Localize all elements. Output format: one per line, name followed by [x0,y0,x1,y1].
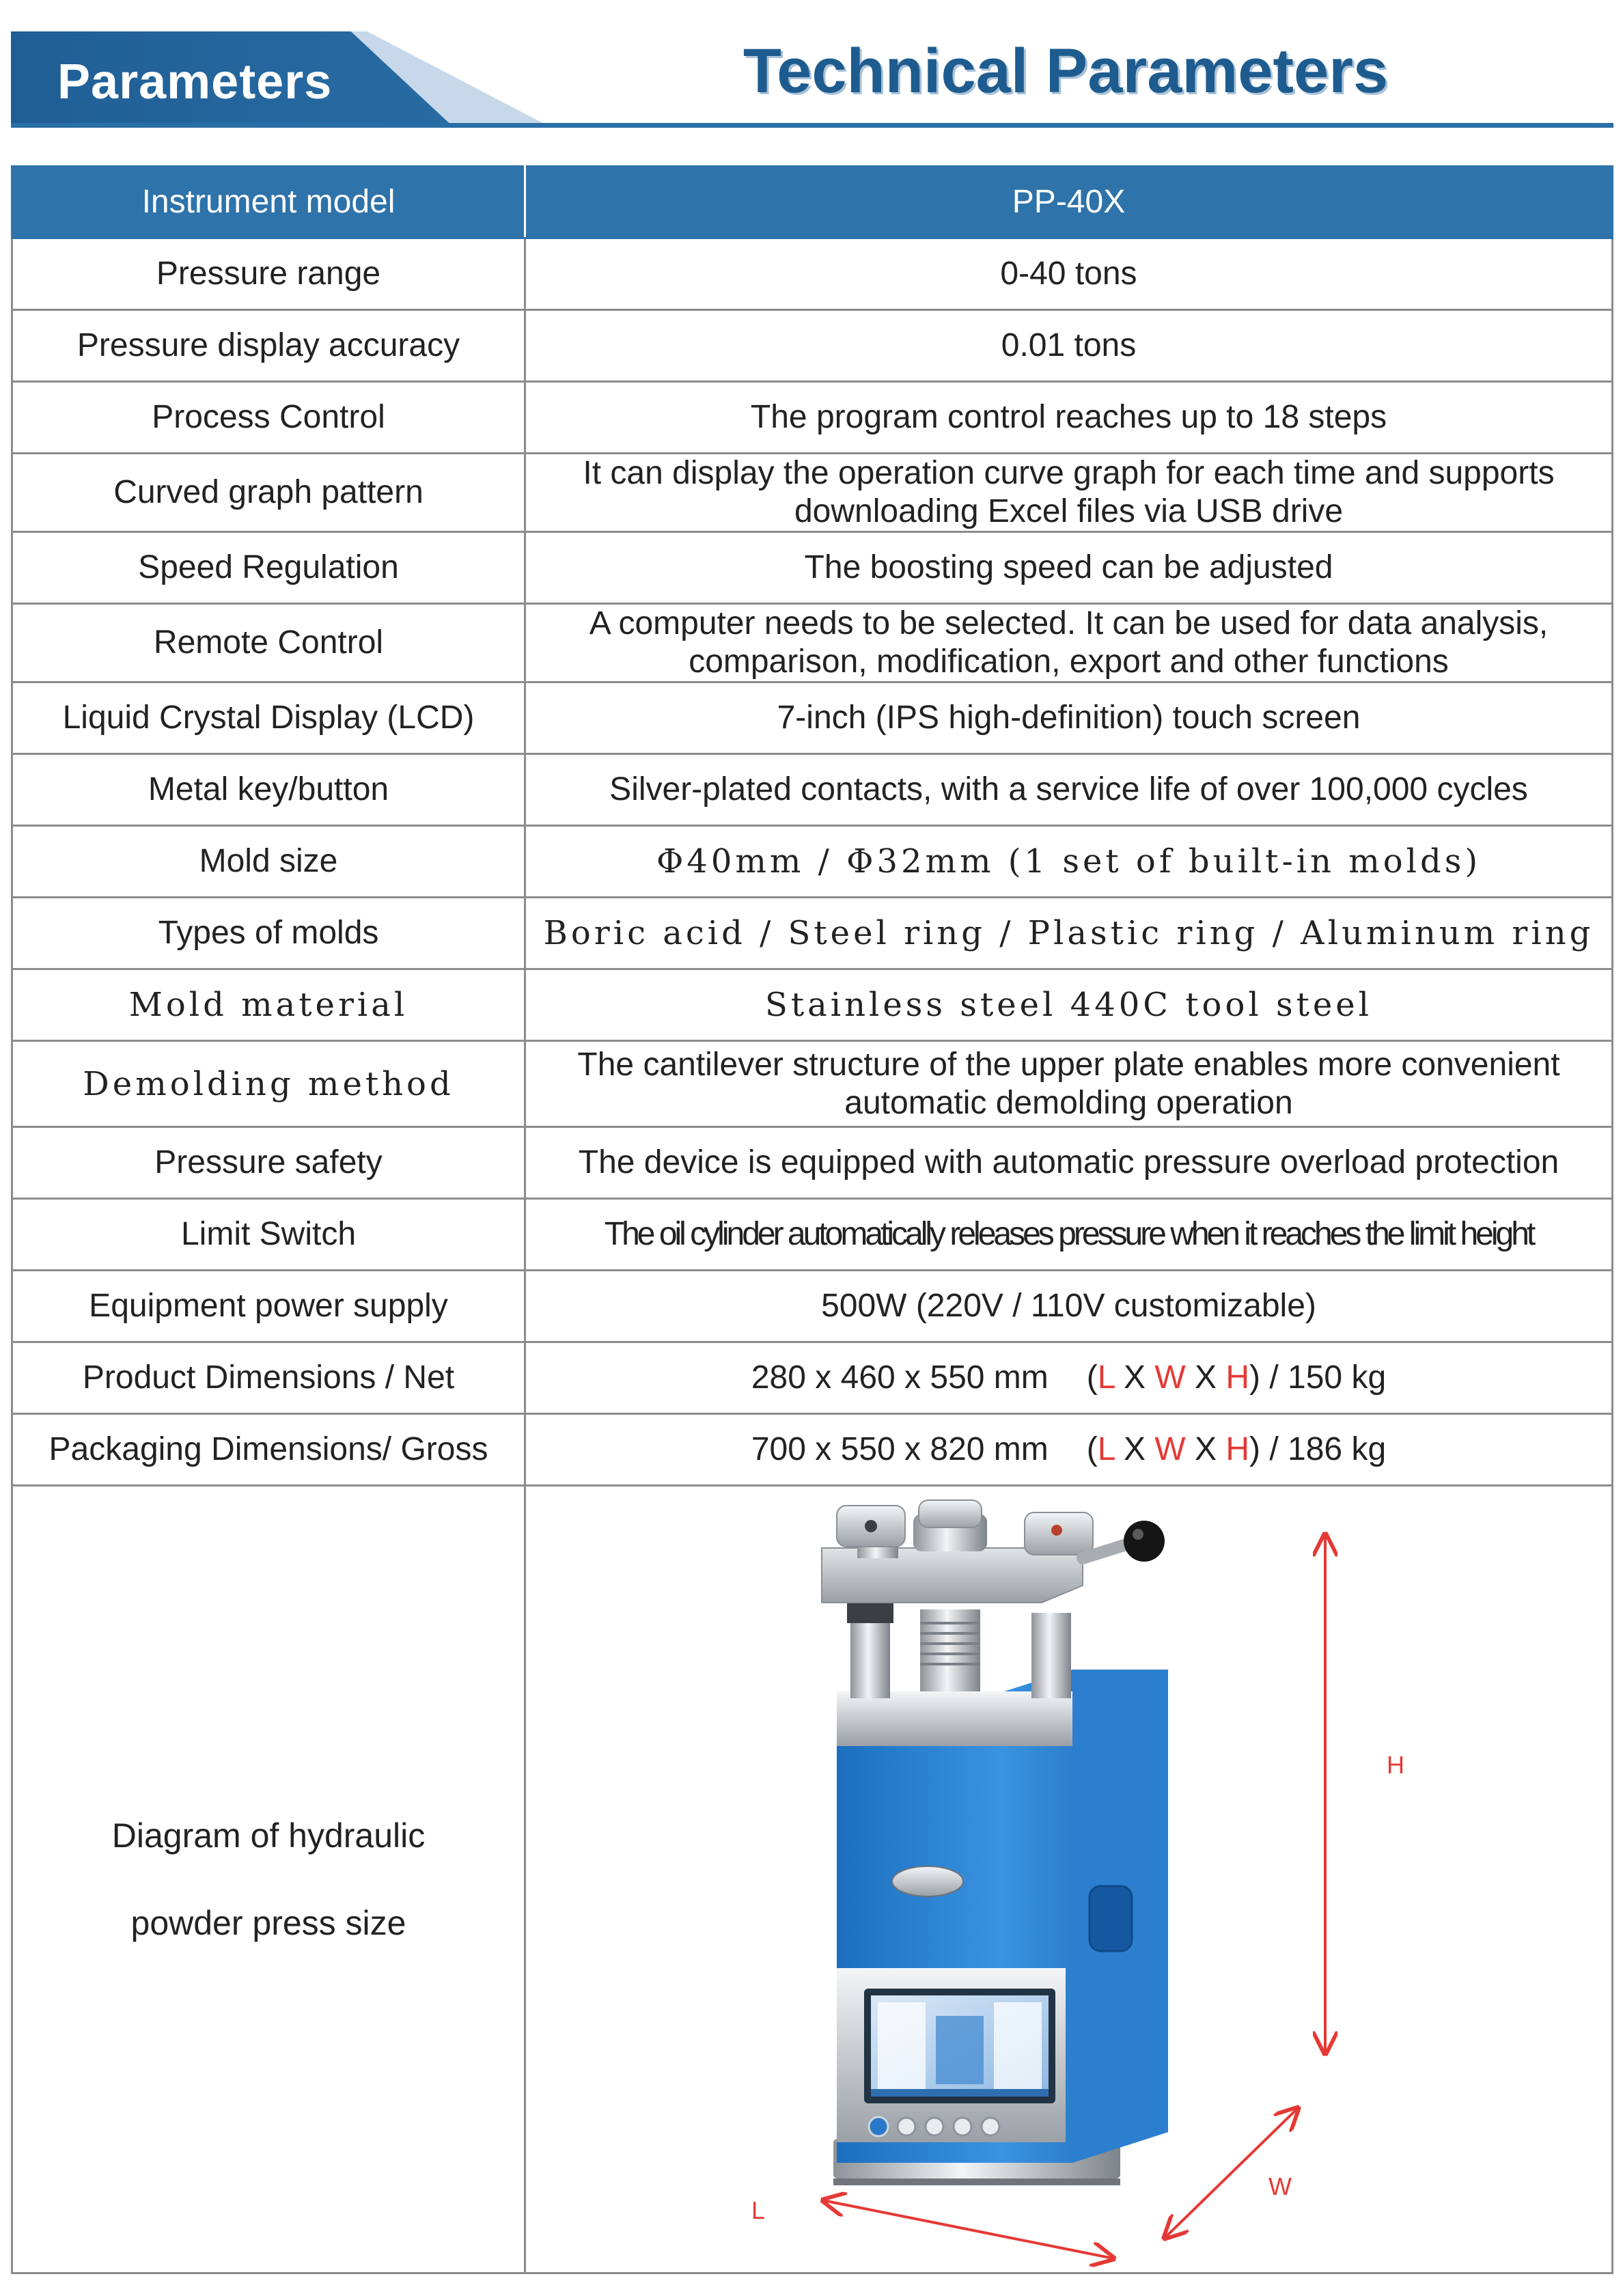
header-cell-label: Instrument model [12,167,525,238]
table-row [12,1342,1613,1414]
control-panel [837,1968,1066,2142]
row-value: The device is equipped with automatic pressure overload protection [525,1127,1613,1199]
table-row [12,1199,1613,1271]
table-row [12,1271,1613,1342]
dim-sep: X [1185,1431,1226,1467]
diagram-label [12,1486,525,2273]
dims-value: 700 x 550 x 820 mm [751,1431,1049,1467]
row-value: Stainless steel 440C tool steel [525,969,1613,1041]
row-label: Liquid Crystal Display (LCD) [12,682,525,754]
header-divider [11,123,1613,128]
row-value [525,1041,1613,1127]
dims-paren: ( [1086,1359,1098,1396]
press-illustration [526,1486,1613,2272]
dims-value: 280 x 460 x 550 mm [751,1359,1049,1396]
dim-letter-H: H [1225,1359,1250,1396]
diagram-label-line: Diagram of hydraulic [111,1816,426,1855]
row-label: Pressure range [12,238,525,310]
row-value: Φ40mm / Φ32mm (1 set of built-in molds) [525,826,1613,898]
section-title: Parameters [57,55,333,109]
dimension-label-H: H [1387,1751,1404,1779]
row-label: Product Dimensions / Net [12,1342,525,1414]
row-value: The boosting speed can be adjusted [525,532,1613,604]
row-label: Pressure display accuracy [12,310,525,382]
row-label: Remote Control [12,604,525,682]
row-label: Mold size [12,826,525,898]
table-row [12,310,1613,382]
row-label: Equipment power supply [12,1271,525,1342]
table-row [12,532,1613,604]
row-value: Silver-plated contacts, with a service life of over 100,000 cycles [525,754,1613,826]
table-row [12,1041,1613,1127]
dims-paren: ( [1086,1431,1098,1467]
row-label: Packaging Dimensions/ Gross [12,1414,525,1486]
table-row [12,1414,1613,1486]
row-value-line: downloading Excel files via USB drive [794,493,1344,529]
row-label: Curved graph pattern [12,454,525,532]
press-columns [847,1603,1071,1698]
top-plate [822,1500,1165,1603]
spec-table [11,165,1613,2274]
row-value: The oil cylinder automatically releases pressure when it reaches the limit height [525,1199,1613,1271]
dims-weight: ) / 150 kg [1249,1359,1387,1396]
table-header-row [12,167,1613,238]
dim-sep: X [1185,1359,1226,1396]
row-label: Pressure safety [12,1127,525,1199]
table-row [12,898,1613,969]
table-row [12,826,1613,898]
diagram-cell [525,1486,1613,2273]
row-value-line: A computer needs to be selected. It can be used for data analysis, [589,605,1549,641]
dim-sep: X [1114,1431,1155,1467]
dim-letter-L: L [1097,1431,1115,1467]
table-row [12,382,1613,454]
dimension-label-W: W [1268,2172,1292,2200]
dim-sep: X [1114,1359,1155,1396]
dim-letter-W: W [1154,1359,1186,1396]
row-value: 0-40 tons [525,238,1613,310]
dimension-label-L: L [751,2196,766,2224]
dim-letter-W: W [1154,1431,1186,1467]
row-label: Types of molds [12,898,525,969]
row-value: 0.01 tons [525,310,1613,382]
row-value [525,454,1613,532]
diagram-row [12,1486,1613,2273]
header-cell-value: PP-40X [525,167,1613,238]
row-label: Metal key/button [12,754,525,826]
row-label: Demolding method [12,1041,525,1127]
row-value [525,604,1613,682]
table-row [12,754,1613,826]
table-row [12,969,1613,1041]
table-row [12,238,1613,310]
table-row [12,454,1613,532]
row-value-line: automatic demolding operation [844,1084,1293,1121]
diagram-label-line: powder press size [130,1904,406,1942]
row-label: Limit Switch [12,1199,525,1271]
dims-weight: ) / 186 kg [1249,1431,1387,1467]
row-value [525,1414,1613,1486]
table-row [12,1127,1613,1199]
row-value [525,1342,1613,1414]
row-label: Speed Regulation [12,532,525,604]
row-value: 500W (220V / 110V customizable) [525,1271,1613,1342]
row-value: The program control reaches up to 18 steps [525,382,1613,454]
row-value-line: It can display the operation curve graph for each time and supports [583,455,1555,491]
dim-letter-H: H [1225,1431,1250,1467]
row-value: 7-inch (IPS high-definition) touch screen [525,682,1613,754]
row-value-line: comparison, modification, export and other functions [689,644,1449,680]
page-title: Technical Parameters [743,36,1389,106]
table-row [12,682,1613,754]
row-label: Process Control [12,382,525,454]
dim-letter-L: L [1097,1359,1115,1396]
row-value: Boric acid / Steel ring / Plastic ring / Aluminum ring [525,898,1613,969]
row-label: Mold material [12,969,525,1041]
row-value-line: The cantilever structure of the upper plate enables more convenient [577,1046,1560,1083]
table-row [12,604,1613,682]
